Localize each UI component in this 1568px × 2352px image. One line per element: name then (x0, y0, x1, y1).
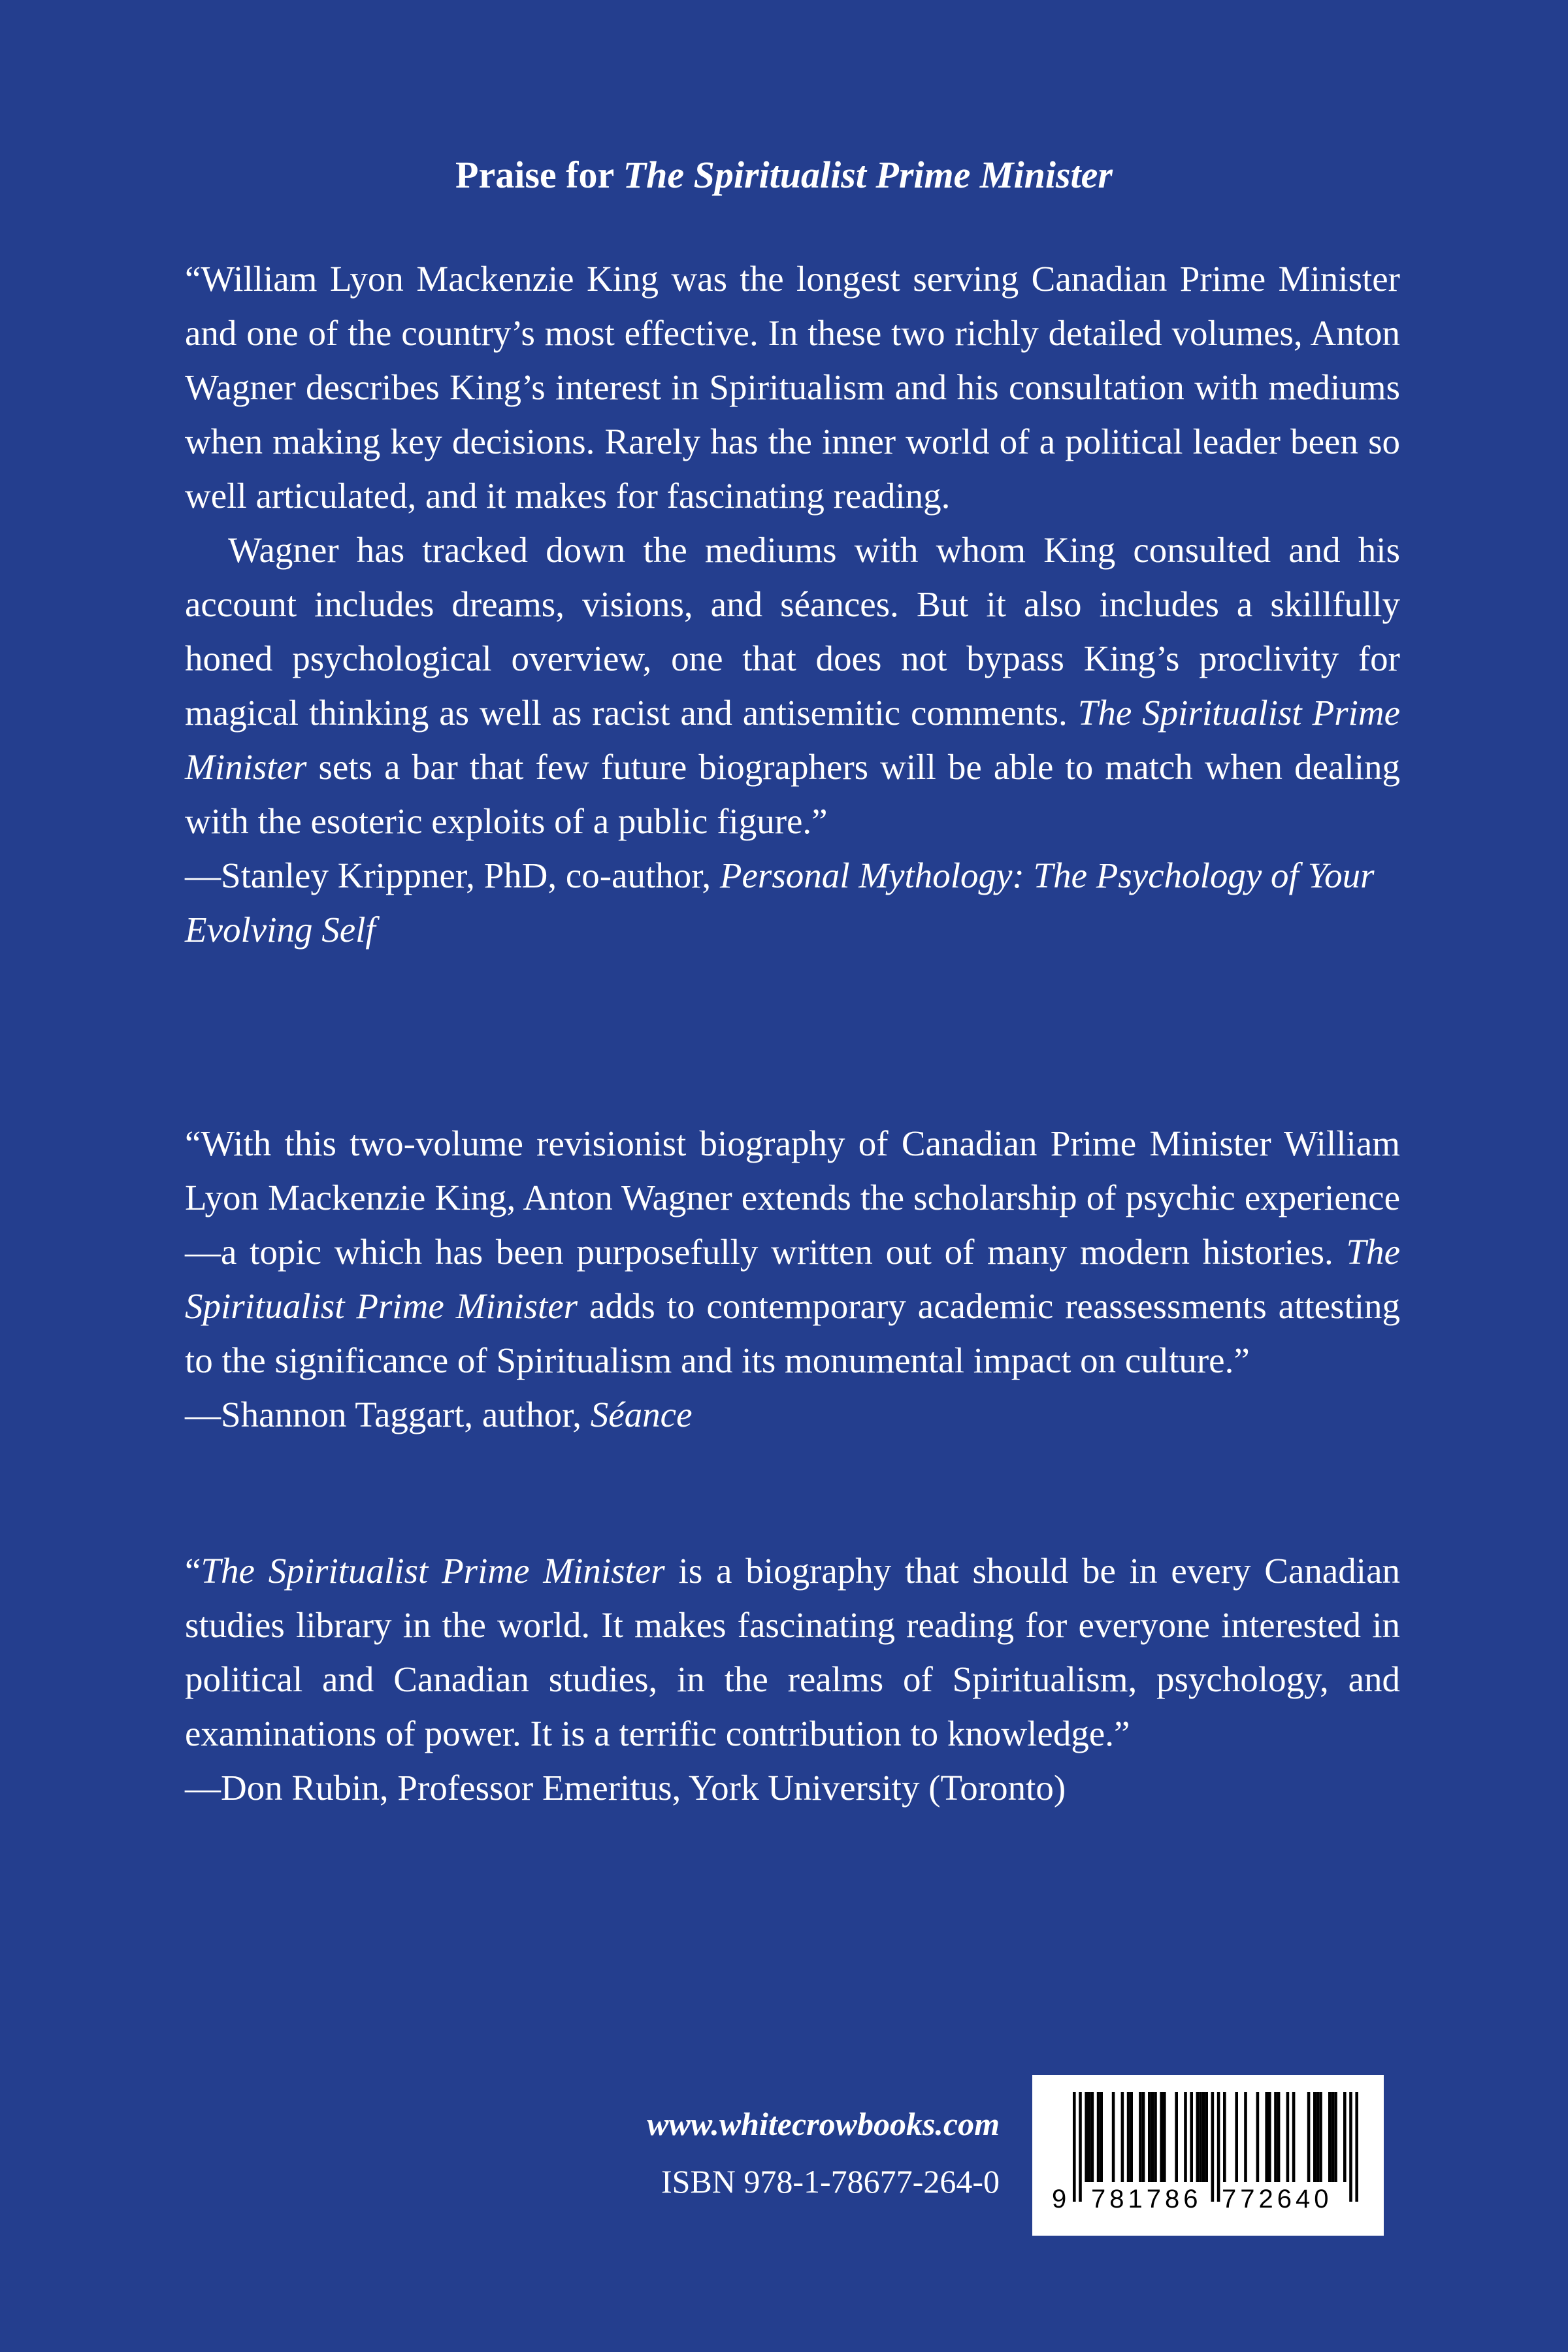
praise-heading (0, 149, 1568, 201)
barcode-bar (1085, 2092, 1088, 2182)
barcode-bar (1199, 2092, 1202, 2182)
barcode-bar (1196, 2092, 1200, 2182)
quote-taggart (185, 1116, 1400, 1442)
barcode-bar (1142, 2092, 1145, 2182)
barcode-lead-digit: 9 (1052, 2185, 1067, 2213)
barcode-bar (1127, 2092, 1130, 2182)
quote-krippner-paragraph-2 (185, 523, 1400, 848)
quote-rubin-open-quote: “ (185, 1551, 201, 1591)
barcode-bar (1097, 2092, 1100, 2182)
quote-taggart-text (185, 1116, 1400, 1387)
quote-taggart-text-after: adds to contemporary academic reassessments attesting to the significance of Spiritualism and its monumental impact on culture.” (185, 1286, 1400, 1380)
barcode-bar (1343, 2092, 1347, 2182)
praise-heading-prefix: Praise for (455, 154, 623, 196)
isbn-number: ISBN 978-1-78677-264-0 (661, 2163, 1000, 2200)
praise-heading-title: The Spiritualist Prime Minister (623, 154, 1113, 196)
quote-taggart-book-title: The Spiritualist Prime Minister (185, 1232, 1400, 1326)
barcode-bar (1256, 2092, 1260, 2182)
isbn-barcode (1032, 2075, 1384, 2236)
barcode-bar (1160, 2092, 1163, 2182)
quote-rubin (185, 1544, 1400, 1815)
barcode-bar (1130, 2092, 1133, 2182)
quote-krippner-book-title: The Spiritualist Prime Minister (185, 693, 1401, 787)
quote-krippner-attribution-work: Personal Mythology: The Psychology of Your Evolving Self (185, 855, 1375, 950)
barcode-right-digits: 772640 (1222, 2185, 1333, 2213)
quote-taggart-attribution-prefix: —Shannon Taggart, author, (185, 1395, 591, 1434)
barcode-bar (1088, 2092, 1091, 2182)
barcode-bar (1286, 2092, 1290, 2182)
barcode-bar (1148, 2092, 1151, 2182)
barcode-bar (1112, 2092, 1115, 2182)
barcode-bar (1244, 2092, 1247, 2182)
barcode-bar (1175, 2092, 1178, 2182)
barcode-bar (1223, 2092, 1226, 2182)
quote-krippner-attribution-prefix: —Stanley Krippner, PhD, co-author, (185, 855, 720, 895)
barcode-bar (1319, 2092, 1322, 2182)
quote-rubin-text (185, 1544, 1400, 1761)
barcode-left-digits: 781786 (1091, 2185, 1202, 2213)
quote-krippner-paragraph-2-after: sets a bar that few future biographers will be able to match when dealing with the esoteric exploits of a public figure.” (185, 747, 1400, 841)
barcode-bar (1121, 2092, 1124, 2182)
barcode-bar (1202, 2092, 1205, 2182)
barcode-bar (1307, 2092, 1311, 2182)
barcode-bar (1091, 2092, 1094, 2182)
barcode-bar (1268, 2092, 1271, 2182)
quote-rubin-text-after: is a biography that should be in every Canadian studies library in the world. It makes fascinating reading for everyone interested in political and Canadian studies, in the realms of Spiritualism, psychology, and examinations of power. It is a terrific contribution to knowledge.” (185, 1551, 1400, 1753)
barcode-bar (1274, 2092, 1277, 2182)
barcode-bar (1334, 2092, 1337, 2182)
barcode-bar (1154, 2092, 1157, 2182)
barcode-digits (1032, 2185, 1384, 2224)
quote-krippner-paragraph-1: “William Lyon Mackenzie King was the longest serving Canadian Prime Minister and one of the country’s most effective. In these two richly detailed volumes, Anton Wagner describes King’s interest in Spiritualism and his consultation with mediums when making key decisions. Rarely has the inner world of a political leader been so well articulated, and it makes for fascinating reading. (185, 259, 1400, 516)
quote-krippner-attribution (185, 848, 1400, 957)
quote-taggart-text-before: “With this two-volume revisionist biography of Canadian Prime Minister William Lyon Mackenzie King, Anton Wagner extends the scholarship of psychic experience—a topic which has been purposefully written out of many modern histories. (185, 1123, 1400, 1272)
barcode-bar (1205, 2092, 1208, 2182)
quote-taggart-attribution (185, 1387, 1400, 1442)
barcode-bar (1331, 2092, 1335, 2182)
barcode-bar (1292, 2092, 1296, 2182)
quote-krippner-paragraph-2-before: Wagner has tracked down the mediums with whom King consulted and his account includes dreams, visions, and séances. But it also includes a skillfully honed psychological overview, one that does not bypass King’s proclivity for magical thinking as well as racist and antisemitic comments. (185, 530, 1400, 733)
barcode-bar (1235, 2092, 1238, 2182)
barcode-bar (1316, 2092, 1320, 2182)
barcode-bar (1139, 2092, 1142, 2182)
publisher-website: www.whitecrowbooks.com (647, 2106, 1000, 2142)
barcode-bar (1163, 2092, 1166, 2182)
barcode-bar (1265, 2092, 1268, 2182)
barcode-bar (1277, 2092, 1281, 2182)
quote-krippner (185, 252, 1400, 957)
barcode-bar (1100, 2092, 1103, 2182)
barcode-bar (1151, 2092, 1154, 2182)
quote-rubin-attribution: —Don Rubin, Professor Emeritus, York University (Toronto) (185, 1768, 1066, 1808)
barcode-bar (1184, 2092, 1187, 2182)
quote-rubin-book-title: The Spiritualist Prime Minister (201, 1551, 665, 1591)
barcode-bar (1190, 2092, 1193, 2182)
quote-taggart-attribution-work: Séance (590, 1395, 693, 1434)
barcode-bar (1313, 2092, 1316, 2182)
barcode-bar (1328, 2092, 1331, 2182)
